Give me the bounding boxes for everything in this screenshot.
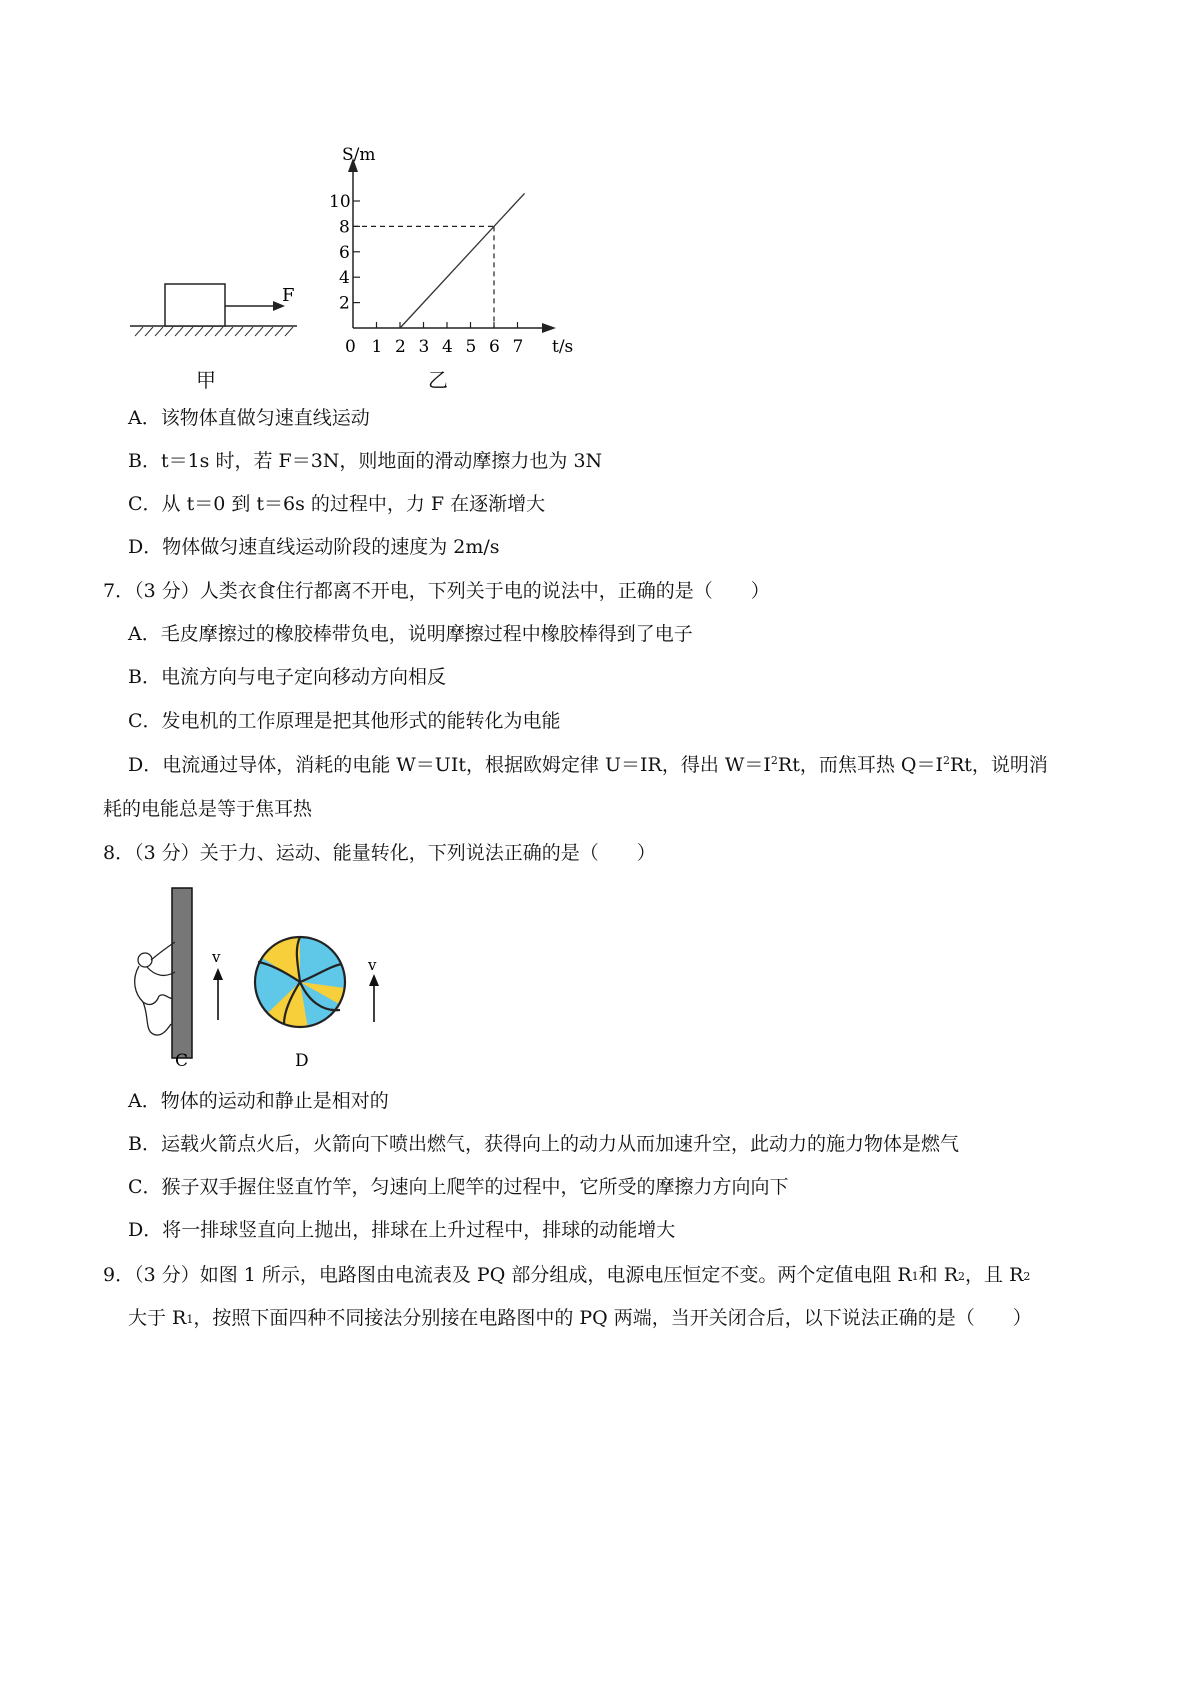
q8-option-a: A．物体的运动和静止是相对的 bbox=[128, 1090, 389, 1112]
series-line bbox=[400, 193, 525, 328]
q9-sub1: 1 bbox=[911, 1270, 919, 1283]
q7-d-sup1: 2 bbox=[770, 754, 778, 767]
q9-sub2: 2 bbox=[958, 1270, 966, 1283]
q7-option-c: C．发电机的工作原理是把其他形式的能转化为电能 bbox=[128, 710, 561, 732]
y-tick-label: 4 bbox=[339, 268, 350, 289]
q7-option-b: B．电流方向与电子定向移动方向相反 bbox=[128, 666, 446, 688]
figure-volleyball bbox=[250, 930, 360, 1070]
q9-stem-line1 bbox=[103, 1262, 1030, 1288]
force-label: F bbox=[282, 285, 295, 306]
q9-part4: 大于 R bbox=[128, 1307, 187, 1329]
q9-part1: 9．（3 分）如图 1 所示，电路图由电流表及 PQ 部分组成，电源电压恒定不变。两个定值电阻 R bbox=[103, 1264, 912, 1286]
x-tick-label: 2 bbox=[395, 337, 406, 357]
q9-part3: ，且 R bbox=[965, 1264, 1024, 1286]
figure-label-jia: 甲 bbox=[196, 368, 216, 392]
monkey-sketch bbox=[135, 942, 175, 1035]
figure-label-c: C bbox=[175, 1051, 189, 1070]
velocity-arrow-c bbox=[206, 948, 230, 1024]
q8-stem: 8．（3 分）关于力、运动、能量转化，下列说法正确的是（ ） bbox=[103, 842, 656, 864]
q9-part5: ，按照下面四种不同接法分别接在电路图中的 PQ 两端，当开关闭合后，以下说法正确的是（ ） bbox=[193, 1307, 1032, 1329]
q9-stem-line2 bbox=[128, 1305, 1032, 1331]
q8-option-c: C．猴子双手握住竖直竹竿，匀速向上爬竿的过程中，它所受的摩擦力方向向下 bbox=[128, 1176, 789, 1198]
velocity-arrow-d bbox=[362, 958, 386, 1024]
q7-stem: 7．（3 分）人类衣食住行都离不开电，下列关于电的说法中，正确的是（ ） bbox=[103, 580, 770, 602]
q6-option-c: C．从 t＝0 到 t＝6s 的过程中，力 F 在逐渐增大 bbox=[128, 493, 546, 515]
q9-part2: 和 R bbox=[918, 1264, 959, 1286]
figure-label-yi: 乙 bbox=[428, 368, 448, 392]
bamboo-pole bbox=[172, 888, 192, 1058]
q7-option-a: A．毛皮摩擦过的橡胶棒带负电，说明摩擦过程中橡胶棒得到了电子 bbox=[128, 623, 693, 645]
x-tick-label: 6 bbox=[489, 337, 500, 357]
y-tick-label: 10 bbox=[329, 192, 351, 212]
st-graph bbox=[320, 140, 580, 365]
q7-d-part1: D．电流通过导体，消耗的电能 W＝UIt，根据欧姆定律 U＝IR，得出 W＝I bbox=[128, 754, 771, 776]
q9-sub4: 1 bbox=[186, 1313, 194, 1326]
q6-option-d: D．物体做匀速直线运动阶段的速度为 2m/s bbox=[128, 536, 500, 558]
q6-option-a: A．该物体直做匀速直线运动 bbox=[128, 407, 370, 429]
q7-d-sup2: 2 bbox=[942, 754, 950, 767]
q8-option-b: B．运载火箭点火后，火箭向下喷出燃气，获得向上的动力从而加速升空，此动力的施力物体是燃气 bbox=[128, 1133, 959, 1155]
y-tick-label: 2 bbox=[339, 293, 350, 314]
q7-option-d bbox=[128, 752, 1048, 778]
x-tick-label: 3 bbox=[418, 337, 430, 357]
y-axis-label: S/m bbox=[342, 145, 376, 165]
y-tick-label: 6 bbox=[339, 242, 350, 263]
q7-d-part2: Rt，而焦耳热 Q＝I bbox=[777, 754, 943, 776]
q8-option-d: D．将一排球竖直向上抛出，排球在上升过程中，排球的动能增大 bbox=[128, 1219, 676, 1241]
figure-label-d: D bbox=[295, 1051, 309, 1070]
x-tick-label: 1 bbox=[371, 337, 383, 357]
q6-option-b: B．t＝1s 时，若 F＝3N，则地面的滑动摩擦力也为 3N bbox=[128, 450, 603, 472]
q7-d-part3: Rt，说明消 bbox=[949, 754, 1048, 776]
figure-block-force bbox=[125, 270, 310, 350]
velocity-label-d: v bbox=[368, 958, 377, 974]
x-tick-label: 4 bbox=[442, 337, 453, 357]
x-tick-label: 5 bbox=[465, 337, 477, 357]
x-tick-label: 0 bbox=[345, 337, 356, 357]
q9-sub3: 2 bbox=[1023, 1270, 1031, 1283]
velocity-label-c: v bbox=[212, 948, 221, 966]
y-tick-label: 8 bbox=[339, 217, 350, 238]
x-axis-label: t/s bbox=[552, 337, 574, 357]
q7-option-d-continued: 耗的电能总是等于焦耳热 bbox=[103, 798, 313, 820]
block bbox=[165, 284, 225, 326]
x-tick-label: 7 bbox=[512, 337, 524, 357]
